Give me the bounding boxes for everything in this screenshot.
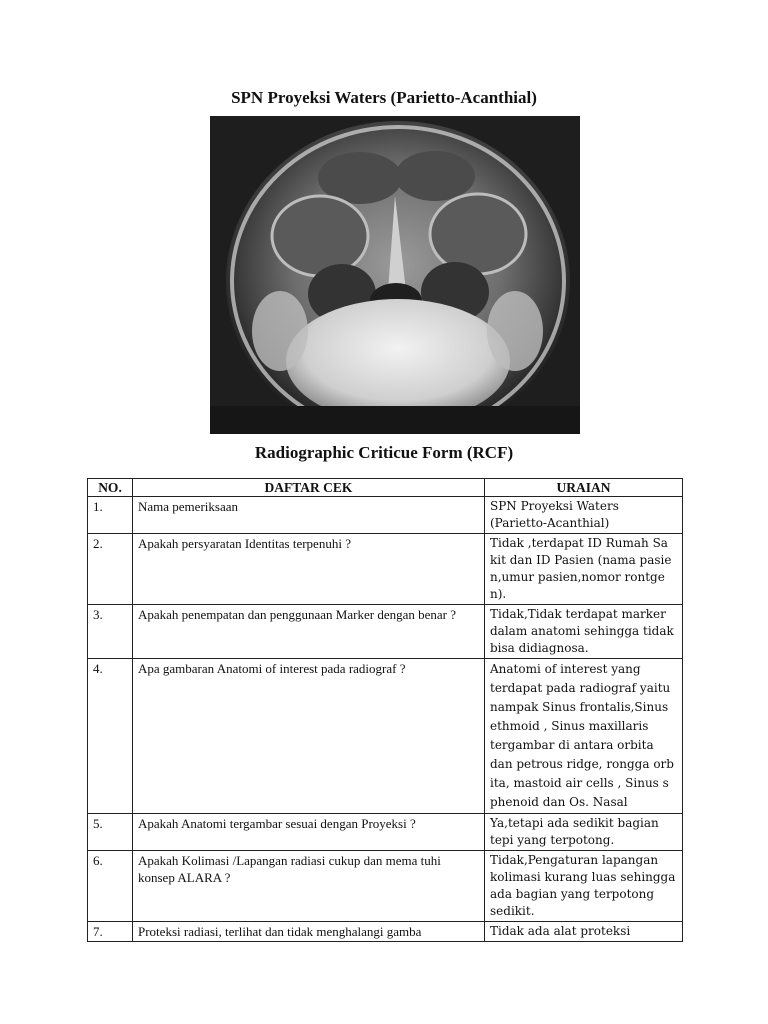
table-row [88,922,683,942]
cell-uraian: Anatomi of interest yang terdapat pada radiograf yaitu nampak Sinus frontalis,Sinus ethmoid , Sinus maxillaris tergambar di antara orbita dan petrous ridge, rongga orb ita, mastoid air cells , Sinus s phenoid dan Os. Nasal [485,659,683,814]
rcf-table [87,478,683,942]
table-row [88,605,683,659]
cell-daftar-cek: Apakah Anatomi tergambar sesuai dengan Proyeksi ? [133,814,485,851]
table-row [88,497,683,534]
cell-no: 4. [88,659,133,814]
cell-no: 1. [88,497,133,534]
cell-no: 7. [88,922,133,942]
header-uraian: URAIAN [485,479,683,497]
form-title: Radiographic Criticue Form (RCF) [254,443,514,462]
table-row [88,534,683,605]
cell-daftar-cek: Apakah persyaratan Identitas terpenuhi ? [133,534,485,605]
skull-radiograph-illustration [210,116,580,434]
cell-no: 6. [88,851,133,922]
table-row [88,851,683,922]
cell-uraian: Ya,tetapi ada sedikit bagian tepi yang terpotong. [485,814,683,851]
cell-no: 5. [88,814,133,851]
cell-no: 2. [88,534,133,605]
cell-daftar-cek: Apakah penempatan dan penggunaan Marker dengan benar ? [133,605,485,659]
header-daftar-cek: DAFTAR CEK [133,479,485,497]
cell-uraian: Tidak,Pengaturan lapangan kolimasi kurang luas sehingga ada bagian yang terpotong sedikit. [485,851,683,922]
table-row [88,814,683,851]
cell-no: 3. [88,605,133,659]
document-title: SPN Proyeksi Waters (Parietto-Acanthial) [231,88,537,107]
xray-image [210,116,580,434]
cell-uraian: Tidak ada alat proteksi [485,922,683,942]
table-header-row [88,479,683,497]
cell-uraian: Tidak ,terdapat ID Rumah Sa kit dan ID Pasien (nama pasie n,umur pasien,nomor rontge n). [485,534,683,605]
cell-daftar-cek: Proteksi radiasi, terlihat dan tidak menghalangi gamba [133,922,485,942]
header-no: NO. [88,479,133,497]
cell-uraian: SPN Proyeksi Waters (Parietto-Acanthial) [485,497,683,534]
cell-uraian: Tidak,Tidak terdapat marker dalam anatomi sehingga tidak bisa didiagnosa. [485,605,683,659]
cell-daftar-cek: Nama pemeriksaan [133,497,485,534]
table-row [88,659,683,814]
cell-daftar-cek: Apa gambaran Anatomi of interest pada radiograf ? [133,659,485,814]
cell-daftar-cek: Apakah Kolimasi /Lapangan radiasi cukup dan mema tuhi konsep ALARA ? [133,851,485,922]
